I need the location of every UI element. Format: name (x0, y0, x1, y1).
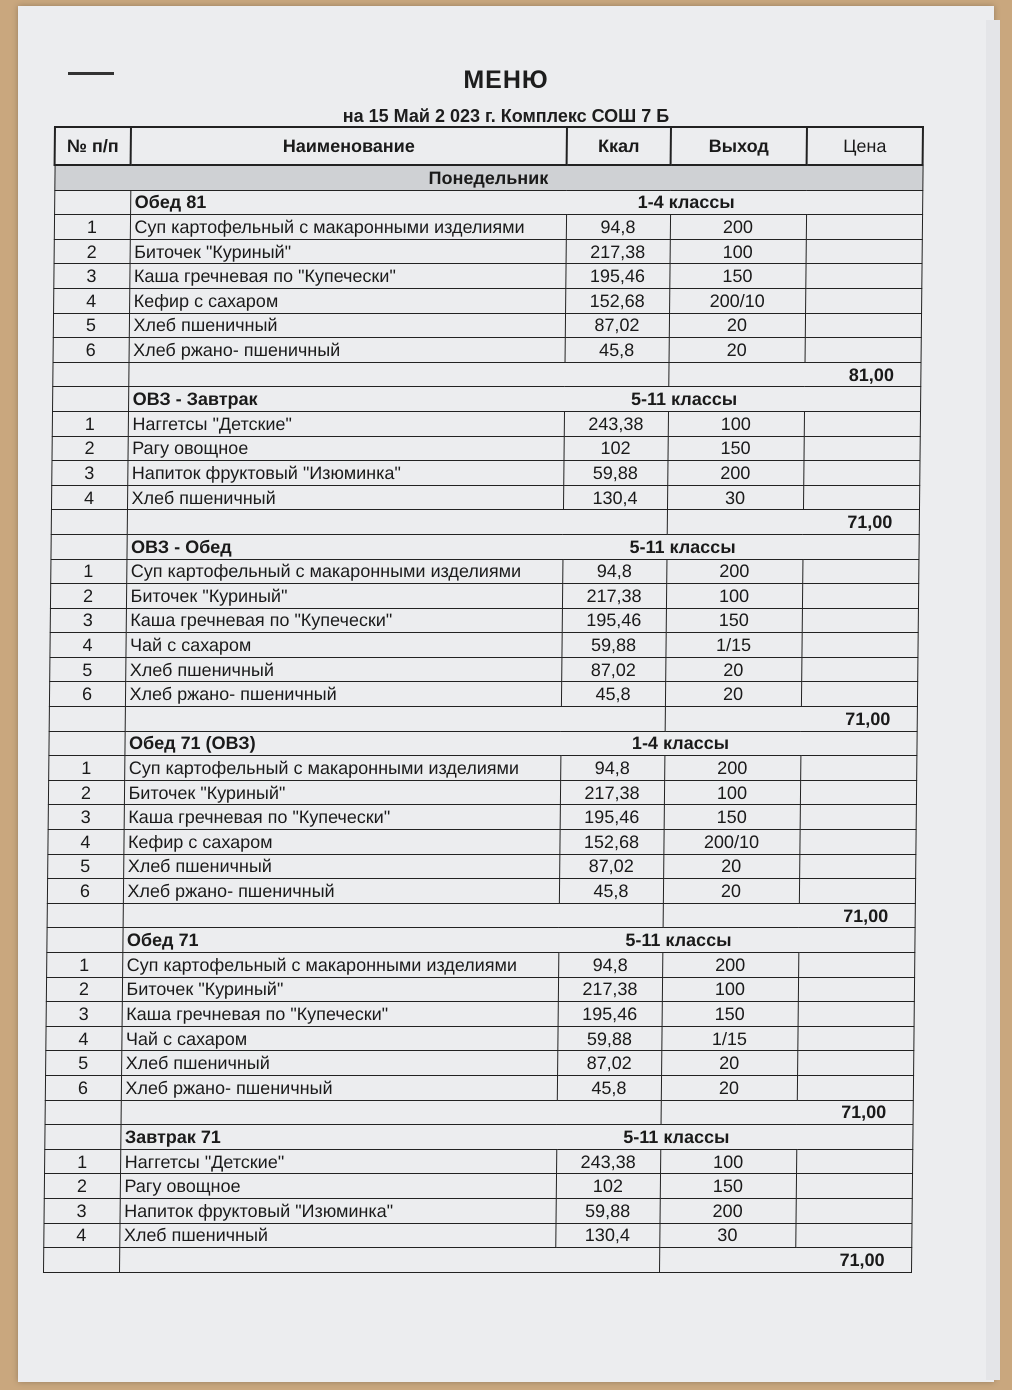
row-number: 1 (52, 411, 128, 436)
row-output: 20 (663, 854, 799, 879)
row-kcal: 59,88 (557, 1026, 661, 1051)
table-row (47, 854, 915, 879)
total-left-blank (127, 510, 667, 535)
row-number: 3 (50, 608, 126, 633)
section-name: ОВЗ - Обед (126, 534, 562, 559)
row-kcal: 94,8 (560, 756, 664, 781)
section-num-blank (52, 387, 128, 412)
row-number: 6 (49, 682, 125, 707)
header-row (55, 127, 923, 165)
row-price (803, 436, 919, 461)
row-kcal: 195,46 (565, 264, 669, 289)
row-dish-name: Кефир с сахаром (123, 830, 559, 855)
row-output: 200/10 (663, 830, 799, 855)
row-dish-name: Суп картофельный с макаронными изделиями (124, 756, 560, 781)
row-kcal: 59,88 (563, 461, 667, 486)
row-kcal: 243,38 (556, 1149, 660, 1174)
row-number: 3 (46, 1002, 122, 1027)
section-name: ОВЗ - Завтрак (128, 387, 564, 412)
row-output: 1/15 (661, 1026, 797, 1051)
table-row (49, 633, 917, 658)
table-row (49, 682, 917, 707)
table-row (44, 1198, 912, 1223)
table-row (50, 584, 918, 609)
row-number: 3 (51, 461, 127, 486)
row-output: 200 (660, 1198, 796, 1223)
section-total-row (43, 1248, 911, 1273)
section-total-price: 71,00 (665, 707, 917, 732)
row-price (801, 657, 917, 682)
row-price (802, 559, 918, 584)
row-kcal: 45,8 (561, 682, 665, 707)
row-output: 100 (664, 780, 800, 805)
total-num-blank (51, 510, 127, 535)
row-dish-name: Хлеб ржано- пшеничный (123, 879, 559, 904)
row-number: 1 (54, 215, 130, 240)
table-row (43, 1223, 911, 1248)
table-row (53, 264, 921, 289)
row-number: 1 (50, 559, 126, 584)
row-number: 2 (54, 239, 130, 264)
section-price-blank (806, 190, 922, 215)
paper-sheet (18, 6, 994, 1382)
row-output: 200 (670, 215, 806, 240)
row-price (795, 1223, 911, 1248)
total-num-blank (45, 1100, 121, 1125)
row-kcal: 195,46 (562, 608, 666, 633)
section-header-row (54, 190, 922, 215)
section-total-row (52, 362, 920, 387)
row-number: 3 (48, 805, 124, 830)
row-dish-name: Каша гречневая по "Купечески" (124, 805, 560, 830)
row-output: 200 (666, 559, 802, 584)
section-header-row (46, 928, 914, 953)
row-kcal: 130,4 (555, 1223, 659, 1248)
row-dish-name: Хлеб пшеничный (121, 1051, 557, 1076)
row-kcal: 217,38 (558, 977, 662, 1002)
row-price (796, 1174, 912, 1199)
row-dish-name: Хлеб пшеничный (127, 485, 563, 510)
table-row (46, 977, 914, 1002)
day-row (54, 165, 922, 190)
row-output: 20 (669, 313, 805, 338)
row-price (796, 1198, 912, 1223)
section-total-row (51, 510, 919, 535)
row-output: 20 (665, 682, 801, 707)
section-num-blank (50, 534, 126, 559)
row-dish-name: Хлеб пшеничный (119, 1223, 555, 1248)
row-dish-name: Каша гречневая по "Купечески" (129, 264, 565, 289)
row-price (801, 633, 917, 658)
row-number: 6 (47, 879, 123, 904)
row-output: 20 (663, 879, 799, 904)
section-price-blank (798, 928, 914, 953)
table-row (53, 288, 921, 313)
row-dish-name: Хлеб ржано- пшеничный (129, 338, 565, 363)
row-number: 2 (48, 780, 124, 805)
row-number: 2 (51, 436, 127, 461)
row-kcal: 195,46 (558, 1002, 662, 1027)
section-price-blank (804, 387, 920, 412)
row-number: 5 (49, 657, 125, 682)
row-price (799, 854, 915, 879)
row-number: 4 (51, 485, 127, 510)
row-price (799, 830, 915, 855)
row-price (803, 485, 919, 510)
section-classes: 5-11 классы (564, 387, 804, 412)
row-kcal: 217,38 (562, 584, 666, 609)
row-output: 150 (667, 436, 803, 461)
row-number: 5 (45, 1051, 121, 1076)
row-price (806, 215, 922, 240)
row-kcal: 102 (556, 1174, 660, 1199)
total-num-blank (43, 1248, 119, 1273)
section-price-blank (802, 534, 918, 559)
row-dish-name: Суп картофельный с макаронными изделиями (130, 215, 566, 240)
row-output: 20 (665, 657, 801, 682)
section-header-row (44, 1125, 912, 1150)
table-row (48, 805, 916, 830)
row-dish-name: Напиток фруктовый "Изюминка" (127, 461, 563, 486)
table-row (45, 1026, 913, 1051)
row-number: 5 (53, 313, 129, 338)
row-dish-name: Биточек "Куриный" (122, 977, 558, 1002)
row-kcal: 152,68 (559, 830, 663, 855)
section-name: Обед 71 (ОВЗ) (124, 731, 560, 756)
row-kcal: 94,8 (558, 953, 662, 978)
section-total-row (45, 1100, 913, 1125)
row-price (799, 879, 915, 904)
row-output: 100 (668, 411, 804, 436)
row-output: 100 (662, 977, 798, 1002)
paper-edge (986, 20, 1000, 1380)
row-price (798, 1002, 914, 1027)
row-price (802, 584, 918, 609)
row-dish-name: Каша гречневая по "Купечески" (126, 608, 562, 633)
row-dish-name: Суп картофельный с макаронными изделиями (126, 559, 562, 584)
row-kcal: 102 (563, 436, 667, 461)
row-dish-name: Наггетсы "Детские" (120, 1149, 556, 1174)
section-classes: 1-4 классы (560, 731, 800, 756)
row-output: 100 (670, 239, 806, 264)
row-kcal: 87,02 (561, 657, 665, 682)
row-kcal: 59,88 (561, 633, 665, 658)
section-name: Обед 71 (122, 928, 558, 953)
row-number: 3 (53, 264, 129, 289)
table-row (47, 879, 915, 904)
section-classes: 5-11 классы (558, 928, 798, 953)
table-row (48, 756, 916, 781)
section-num-blank (48, 731, 124, 756)
row-number: 4 (43, 1223, 119, 1248)
row-output: 150 (669, 264, 805, 289)
page-title: МЕНЮ (463, 66, 549, 94)
row-output: 1/15 (665, 633, 801, 658)
row-number: 2 (46, 977, 122, 1002)
section-price-blank (800, 731, 916, 756)
row-price (802, 608, 918, 633)
row-output: 200 (662, 953, 798, 978)
row-dish-name: Чай с сахаром (125, 633, 561, 658)
row-dish-name: Хлеб ржано- пшеничный (125, 682, 561, 707)
table-row (45, 1075, 913, 1100)
total-left-blank (121, 1100, 661, 1125)
header-name: Наименование (131, 127, 567, 165)
row-dish-name: Наггетсы "Детские" (128, 411, 564, 436)
section-classes: 5-11 классы (556, 1125, 796, 1150)
section-total-price: 71,00 (661, 1100, 913, 1125)
row-output: 200 (664, 756, 800, 781)
section-num-blank (46, 928, 122, 953)
row-dish-name: Хлеб пшеничный (125, 657, 561, 682)
row-output: 200 (667, 461, 803, 486)
row-price (798, 977, 914, 1002)
row-price (803, 461, 919, 486)
table-row (51, 436, 919, 461)
row-output: 20 (669, 338, 805, 363)
table-row (53, 313, 921, 338)
row-dish-name: Биточек "Куриный" (124, 780, 560, 805)
row-output: 20 (661, 1075, 797, 1100)
table-row (49, 657, 917, 682)
row-price (800, 780, 916, 805)
row-dish-name: Суп картофельный с макаронными изделиями (122, 953, 558, 978)
row-kcal: 243,38 (564, 411, 668, 436)
total-num-blank (49, 707, 125, 732)
row-kcal: 94,8 (566, 215, 670, 240)
row-price (801, 682, 917, 707)
row-kcal: 152,68 (565, 288, 669, 313)
section-name: Обед 81 (130, 190, 566, 215)
section-header-row (52, 387, 920, 412)
row-dish-name: Каша гречневая по "Купечески" (122, 1002, 558, 1027)
row-price (805, 338, 921, 363)
row-price (805, 264, 921, 289)
table-row (50, 608, 918, 633)
section-header-row (48, 731, 916, 756)
day-label: Понедельник (54, 165, 922, 190)
menu-body (43, 165, 923, 1272)
row-kcal: 59,88 (556, 1198, 660, 1223)
row-number: 1 (44, 1149, 120, 1174)
row-number: 5 (47, 854, 123, 879)
row-number: 4 (53, 288, 129, 313)
row-number: 1 (46, 953, 122, 978)
row-number: 4 (47, 830, 123, 855)
table-row (44, 1149, 912, 1174)
row-dish-name: Напиток фруктовый "Изюминка" (120, 1198, 556, 1223)
row-output: 150 (660, 1174, 796, 1199)
row-dish-name: Хлеб пшеничный (123, 854, 559, 879)
row-price (806, 239, 922, 264)
section-total-price: 81,00 (668, 362, 920, 387)
header-price: Цена (807, 127, 923, 165)
row-dish-name: Хлеб ржано- пшеничный (121, 1075, 557, 1100)
row-price (805, 288, 921, 313)
row-number: 4 (49, 633, 125, 658)
table-row (54, 215, 922, 240)
row-dish-name: Биточек "Куриный" (126, 584, 562, 609)
row-kcal: 217,38 (560, 780, 664, 805)
table-row (47, 830, 915, 855)
row-number: 4 (45, 1026, 121, 1051)
row-dish-name: Рагу овощное (127, 436, 563, 461)
section-num-blank (54, 190, 130, 215)
row-price (796, 1149, 912, 1174)
row-kcal: 94,8 (562, 559, 666, 584)
row-price (804, 411, 920, 436)
table-row (48, 780, 916, 805)
page-subtitle: на 15 Май 2 023 г. Комплекс СОШ 7 Б (342, 106, 670, 126)
section-total-price: 71,00 (663, 903, 915, 928)
row-output: 150 (666, 608, 802, 633)
row-price (798, 953, 914, 978)
row-dish-name: Биточек "Куриный" (130, 239, 566, 264)
row-output: 20 (661, 1051, 797, 1076)
menu-table (42, 126, 924, 1273)
table-row (54, 239, 922, 264)
header-output: Выход (671, 127, 807, 165)
row-number: 3 (44, 1198, 120, 1223)
header-num: № п/п (55, 127, 131, 165)
section-price-blank (796, 1125, 912, 1150)
table-row (46, 953, 914, 978)
row-dish-name: Хлеб пшеничный (129, 313, 565, 338)
table-row (44, 1174, 912, 1199)
section-total-row (49, 707, 917, 732)
section-classes: 1-4 классы (566, 190, 806, 215)
row-kcal: 45,8 (559, 879, 663, 904)
table-row (53, 338, 921, 363)
section-total-row (47, 903, 915, 928)
row-output: 30 (659, 1223, 795, 1248)
table-row (45, 1051, 913, 1076)
header-kcal: Ккал (567, 127, 671, 165)
section-header-row (50, 534, 918, 559)
row-kcal: 45,8 (557, 1075, 661, 1100)
table-row (52, 411, 920, 436)
section-name: Завтрак 71 (120, 1125, 556, 1150)
row-number: 2 (44, 1174, 120, 1199)
section-total-price: 71,00 (659, 1248, 911, 1273)
section-classes: 5-11 классы (562, 534, 802, 559)
section-num-blank (44, 1125, 120, 1150)
row-number: 6 (53, 338, 129, 363)
total-left-blank (128, 362, 668, 387)
row-number: 6 (45, 1075, 121, 1100)
row-dish-name: Кефир с сахаром (129, 288, 565, 313)
table-row (51, 485, 919, 510)
row-output: 200/10 (669, 288, 805, 313)
section-total-price: 71,00 (667, 510, 919, 535)
row-price (800, 805, 916, 830)
row-price (797, 1051, 913, 1076)
row-kcal: 45,8 (565, 338, 669, 363)
row-number: 2 (50, 584, 126, 609)
row-kcal: 130,4 (563, 485, 667, 510)
row-kcal: 87,02 (565, 313, 669, 338)
row-price (800, 756, 916, 781)
row-kcal: 217,38 (566, 239, 670, 264)
table-row (51, 461, 919, 486)
row-output: 150 (664, 805, 800, 830)
row-kcal: 87,02 (557, 1051, 661, 1076)
table-row (46, 1002, 914, 1027)
total-left-blank (125, 707, 665, 732)
row-output: 150 (662, 1002, 798, 1027)
row-price (797, 1075, 913, 1100)
row-output: 30 (667, 485, 803, 510)
row-kcal: 87,02 (559, 854, 663, 879)
row-number: 1 (48, 756, 124, 781)
table-row (50, 559, 918, 584)
row-dish-name: Чай с сахаром (121, 1026, 557, 1051)
row-kcal: 195,46 (560, 805, 664, 830)
total-num-blank (52, 362, 128, 387)
row-price (797, 1026, 913, 1051)
row-price (805, 313, 921, 338)
total-left-blank (123, 903, 663, 928)
total-num-blank (47, 903, 123, 928)
row-dish-name: Рагу овощное (120, 1174, 556, 1199)
row-output: 100 (666, 584, 802, 609)
total-left-blank (119, 1248, 659, 1273)
row-output: 100 (660, 1149, 796, 1174)
